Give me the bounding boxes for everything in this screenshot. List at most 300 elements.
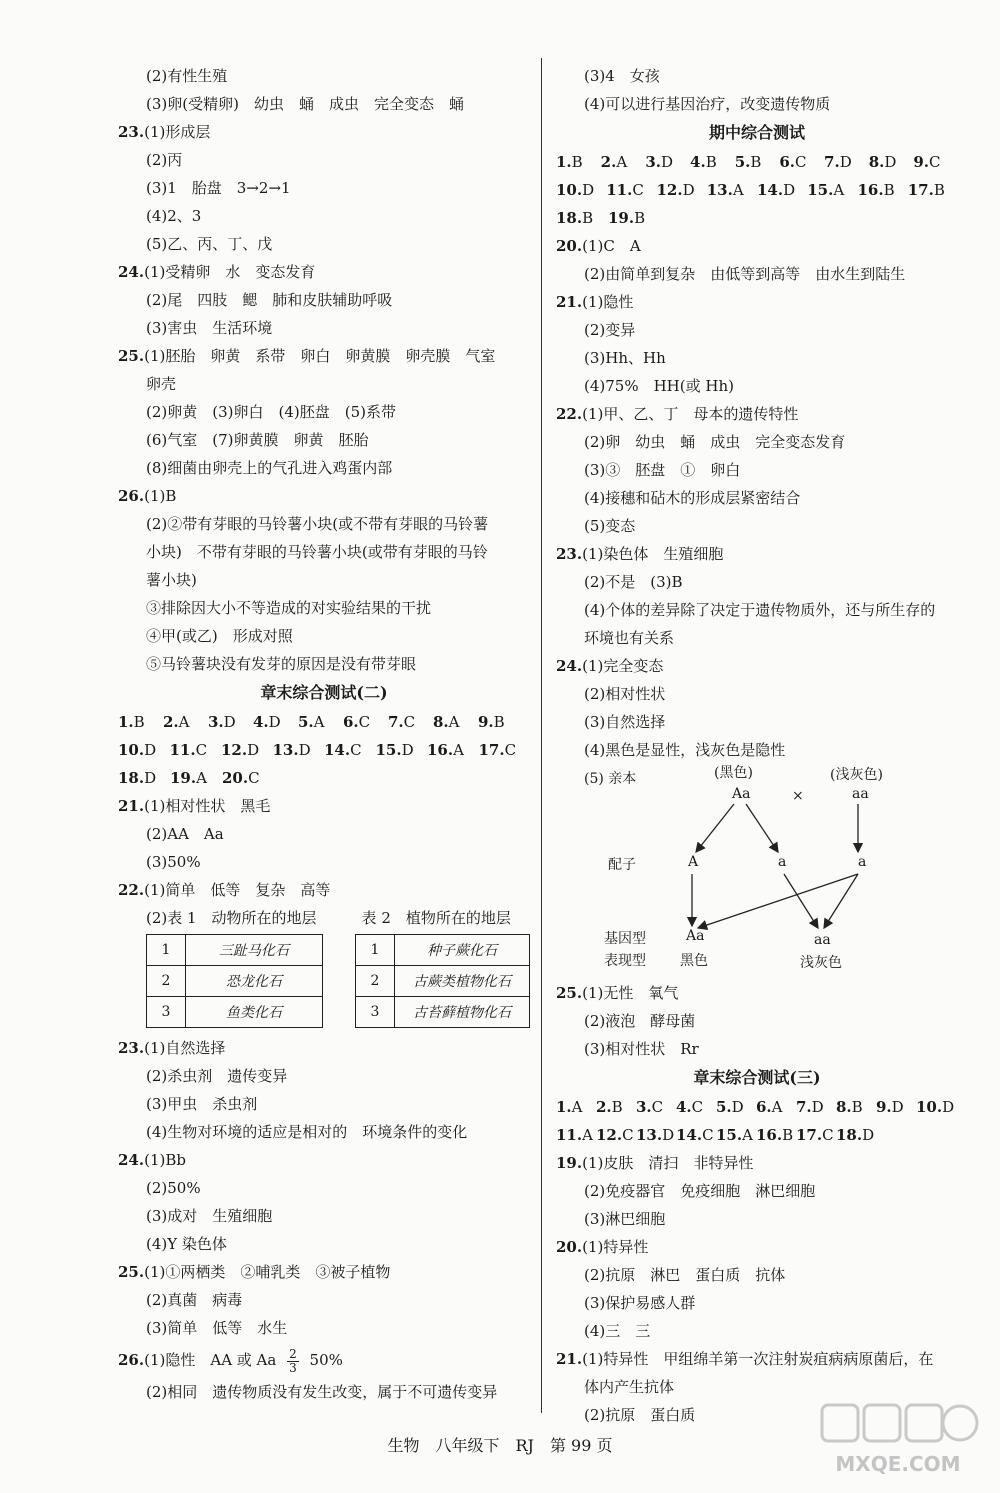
mc-answer (253, 708, 298, 736)
fossil-name: 古苔藓植物化石 (395, 997, 530, 1028)
mc-number: 12. (656, 181, 683, 199)
mc-letter: C (403, 713, 416, 731)
mc-number: 2. (163, 713, 179, 731)
mc-letter: D (731, 1098, 744, 1116)
mc-number: 16. (857, 181, 884, 199)
mc-number: 20. (222, 769, 249, 787)
gamete-a-1: a (778, 854, 787, 870)
answer-line (118, 174, 530, 202)
mc-letter: B (705, 153, 717, 171)
answer-text: (1)特异性 甲组绵羊第一次注射炭疽病病原菌后，在 (582, 1350, 934, 1368)
mc-number: 6. (779, 153, 796, 171)
mc-number: 19. (170, 769, 197, 787)
answer-text: (1)无性 氧气 (582, 984, 679, 1002)
answer-line (118, 90, 530, 118)
answers-block-ch2-b (118, 1034, 530, 1342)
answer-text: (4)Y 染色体 (146, 1235, 227, 1253)
mc-answer (343, 708, 388, 736)
mc-answer (222, 764, 274, 792)
mc-number: 4. (676, 1098, 692, 1116)
answer-line (118, 370, 530, 398)
answer-line (118, 1202, 530, 1230)
mc-number: 4. (253, 713, 269, 731)
question-number: 20. (556, 1238, 583, 1256)
mc-number: 3. (208, 713, 224, 731)
answer-text: (2)免疫器官 免疫细胞 淋巴细胞 (584, 1182, 816, 1200)
answer-line (118, 650, 530, 678)
mc-letter: C (632, 181, 644, 199)
answer-text: (2)AA Aa (146, 825, 224, 843)
question-number: 21. (118, 797, 145, 815)
answer-line (556, 624, 958, 652)
answer-text: (4)接穗和砧木的形成层紧密结合 (584, 489, 801, 507)
parent-1-genotype: Aa (732, 786, 751, 802)
mc-answer-row (556, 148, 958, 176)
mc-answer (707, 176, 757, 204)
answer-line (556, 568, 958, 596)
mc-answer (916, 1093, 956, 1121)
watermark-logo (814, 1401, 982, 1483)
mc-number: 2. (600, 153, 617, 171)
mc-number: 10. (556, 181, 583, 199)
answer-line (556, 979, 958, 1007)
mc-number: 15. (807, 181, 834, 199)
mc-answer-row (118, 736, 530, 764)
answer-line (118, 848, 530, 876)
answer-line (118, 1090, 530, 1118)
question-number: 22. (556, 405, 583, 423)
section-title-chapter-3: 章末综合测试(三) (693, 1068, 821, 1087)
mc-number: 17. (796, 1126, 823, 1144)
mc-letter: D (884, 153, 897, 171)
mc-letter: D (862, 1126, 875, 1144)
mc-letter: C (504, 741, 517, 759)
mc-answer (716, 1093, 756, 1121)
mc-answer (756, 1093, 796, 1121)
mc-number: 3. (636, 1098, 652, 1116)
answer-line (556, 1373, 958, 1401)
mc-letter: A (313, 713, 325, 731)
answer-line (118, 876, 530, 904)
mc-answers-midterm (556, 148, 958, 232)
answer-26 (118, 1342, 530, 1378)
answer-text: (1)皮肤 清扫 非特异性 (582, 1154, 754, 1172)
answer-line (556, 1205, 958, 1233)
answer-text: 卵壳 (146, 375, 177, 393)
answer-text: (1)形成层 (144, 123, 211, 141)
question-number: 26. (118, 487, 145, 505)
answer-text: (2)抗原 淋巴 蛋白质 抗体 (584, 1266, 786, 1284)
answer-line (556, 652, 958, 680)
answer-text: (4)生物对环境的适应是相对的 环境条件的变化 (146, 1123, 468, 1141)
mc-answer (645, 148, 690, 176)
mc-letter: D (144, 741, 157, 759)
question-number: 24. (556, 657, 583, 675)
answer-line (118, 342, 530, 370)
mc-letter: A (196, 769, 207, 787)
answer-line (118, 1258, 530, 1286)
answer-text: (1)相对性状 黑毛 (144, 797, 271, 815)
answer-line (556, 708, 958, 736)
left-column (118, 62, 530, 1406)
answer-text: (1)隐性 AA 或 Aa (144, 1351, 277, 1369)
mc-answer (606, 176, 656, 204)
answer-line (556, 90, 958, 118)
mc-answer (636, 1093, 676, 1121)
answer-line (118, 1230, 530, 1258)
answer-line (556, 428, 958, 456)
mc-answer (118, 736, 170, 764)
question-number: 20. (556, 237, 583, 255)
mc-number: 17. (907, 181, 934, 199)
mc-number: 7. (796, 1098, 812, 1116)
mc-number: 9. (478, 713, 494, 731)
mc-answer (735, 148, 780, 176)
answer-text: (1)完全变态 (582, 657, 664, 675)
mc-answer (636, 1121, 676, 1149)
answer-text: (4)黑色是显性，浅灰色是隐性 (584, 741, 786, 759)
parent-black-label: (黑色) (714, 765, 753, 781)
answer-line (556, 540, 958, 568)
mc-answer (163, 708, 208, 736)
answer-text: 小块) 不带有芽眼的马铃薯小块(或带有芽眼的马铃 (146, 543, 488, 561)
mc-number: 3. (645, 153, 662, 171)
fossil-name: 古蕨类植物化石 (395, 966, 530, 997)
table-animal-fossils (146, 934, 323, 1028)
mc-letter: B (611, 1098, 623, 1116)
mc-number: 14. (676, 1126, 703, 1144)
answer-text: 环境也有关系 (584, 629, 675, 647)
answer-line (556, 1007, 958, 1035)
mc-number: 9. (913, 153, 930, 171)
answer-text: 体内产生抗体 (584, 1378, 675, 1396)
mc-letter: B (133, 713, 145, 731)
mc-number: 4. (690, 153, 706, 171)
offspring-genotype-Aa: Aa (686, 928, 705, 944)
mc-answers-chapter-2 (118, 708, 530, 792)
answer-line (556, 372, 958, 400)
answer-text: (1)自然选择 (144, 1039, 226, 1057)
mc-number: 5. (716, 1098, 732, 1116)
answer-text: (3)50% (146, 853, 201, 871)
answer-text: (1)染色体 生殖细胞 (582, 545, 724, 563)
mc-number: 10. (916, 1098, 943, 1116)
answer-line (118, 286, 530, 314)
fraction-numerator: 2 (289, 1346, 297, 1361)
answer-text: (3)相对性状 Rr (584, 1040, 699, 1058)
answer-line (118, 454, 530, 482)
offspring-phenotype-gray: 浅灰色 (800, 955, 842, 971)
fossil-tables (118, 934, 530, 1028)
answer-text: (1)①两栖类 ②哺乳类 ③被子植物 (144, 1263, 391, 1281)
mc-answer (836, 1093, 876, 1121)
fossil-name: 鱼类化石 (186, 997, 323, 1028)
question-number: 25. (556, 984, 583, 1002)
answer-line (556, 1345, 958, 1373)
mc-letter: B (883, 181, 895, 199)
mc-number: 13. (706, 181, 733, 199)
answer-line (556, 512, 958, 540)
mc-number: 8. (836, 1098, 852, 1116)
offspring-genotype-aa: aa (814, 932, 831, 948)
answer-line (118, 1034, 530, 1062)
answer-text: (5)乙、丙、丁、戊 (146, 235, 273, 253)
table-row (356, 966, 530, 997)
answer-line (556, 260, 958, 288)
mc-answer (908, 176, 958, 204)
answer-text: (1)隐性 (582, 293, 634, 311)
answer-line (118, 792, 530, 820)
answer-text: (4)可以进行基因治疗，改变遗传物质 (584, 95, 831, 113)
gamete-a-2: a (858, 854, 867, 870)
answer-text: (4)2、3 (146, 207, 202, 225)
mc-letter: C (358, 713, 371, 731)
mc-letter: D (298, 741, 311, 759)
mc-answer (596, 1121, 636, 1149)
answer-line (118, 904, 530, 932)
mc-answer (298, 708, 343, 736)
answer-text: (3)成对 生殖细胞 (146, 1207, 273, 1225)
genetic-cross-diagram (556, 764, 958, 979)
table-row (147, 935, 323, 966)
answers-block-right-top (556, 62, 958, 118)
row-number: 1 (147, 935, 186, 966)
mc-answer (118, 708, 163, 736)
answer-text: (2)杀虫剂 遗传变异 (146, 1067, 288, 1085)
answer-line (556, 1177, 958, 1205)
answer-line (556, 1233, 958, 1261)
answer-line (556, 1035, 958, 1063)
mc-number: 1. (556, 1098, 572, 1116)
mc-answer (596, 1093, 636, 1121)
answer-line (118, 566, 530, 594)
mc-letter: C (691, 1098, 704, 1116)
row-number: 3 (147, 997, 186, 1028)
mc-letter: C (622, 1126, 634, 1144)
mc-answer (779, 148, 824, 176)
mc-letter: A (771, 1098, 783, 1116)
answer-text: (3)害虫 生活环境 (146, 319, 273, 337)
answer-text: (3)1 胎盘 3→2→1 (146, 179, 291, 197)
answer-text: (4)个体的差异除了决定于遗传物质外，还与所生存的 (584, 601, 936, 619)
question-number: 24. (118, 263, 145, 281)
row-number: 2 (147, 966, 186, 997)
mc-letter: A (616, 153, 628, 171)
answer-line (118, 1314, 530, 1342)
answer-text: (2)变异 (584, 321, 636, 339)
answer-line (118, 146, 530, 174)
mc-number: 7. (388, 713, 404, 731)
mc-letter: C (195, 741, 208, 759)
mc-letter: B (933, 181, 945, 199)
answer-text: (1)B (144, 487, 177, 505)
mc-letter: D (661, 153, 674, 171)
answer-line (556, 288, 958, 316)
mc-number: 9. (876, 1098, 892, 1116)
section-title-midterm: 期中综合测试 (708, 123, 805, 142)
answer-line (556, 1149, 958, 1177)
cross-sign: × (792, 788, 804, 804)
mc-letter: D (401, 741, 414, 759)
answer-line (556, 62, 958, 90)
mc-answer (796, 1121, 836, 1149)
mc-number: 2. (596, 1098, 612, 1116)
watermark-text: MXQE.COM (835, 1452, 961, 1476)
answer-line (556, 344, 958, 372)
table-row (147, 966, 323, 997)
mc-letter: A (582, 1126, 593, 1144)
answer-text: (1)简单 低等 复杂 高等 (144, 881, 331, 899)
section-title-chapter-2: 章末综合测试(二) (260, 683, 388, 702)
mc-number: 8. (868, 153, 885, 171)
mc-letter: B (493, 713, 505, 731)
answer-text: (2)丙 (146, 151, 183, 169)
question-number: 25. (118, 1263, 145, 1281)
mc-answer-row (118, 764, 530, 792)
mc-number: 11. (606, 181, 633, 199)
mc-answer-row (556, 1093, 958, 1121)
mc-number: 6. (343, 713, 359, 731)
mc-answer (208, 708, 253, 736)
answer-text: ④甲(或乙) 形成对照 (146, 627, 293, 645)
mc-answer (427, 736, 479, 764)
mc-number: 13. (272, 741, 299, 759)
mc-letter: D (144, 769, 157, 787)
mc-number: 8. (433, 713, 449, 731)
answer-line (118, 426, 530, 454)
answer-line (118, 1062, 530, 1090)
mc-answer (556, 1093, 596, 1121)
mc-answer (556, 176, 606, 204)
answer-line (556, 680, 958, 708)
cross-q5-label: (5) 亲本 (584, 771, 637, 787)
answer-line (118, 202, 530, 230)
mc-answer (556, 204, 608, 232)
mc-answer (221, 736, 273, 764)
answer-text: (1)胚胎 卵黄 系带 卵白 卵黄膜 卵壳膜 气室 (144, 347, 496, 365)
answer-text: (2)50% (146, 1179, 201, 1197)
answer-text: ③排除因大小不等造成的对实验结果的干扰 (146, 599, 432, 617)
fossil-name: 三趾马化石 (186, 935, 323, 966)
row-number: 1 (356, 935, 395, 966)
mc-letter: D (223, 713, 236, 731)
mc-number: 18. (556, 209, 583, 227)
mc-answer (376, 736, 428, 764)
fossil-name: 种子蕨化石 (395, 935, 530, 966)
answer-text: (3)Hh、Hh (584, 349, 666, 367)
mc-answer (601, 148, 646, 176)
table-row (147, 997, 323, 1028)
fraction (287, 1348, 299, 1375)
mc-number: 16. (427, 741, 454, 759)
mc-answer (756, 1121, 796, 1149)
mc-letter: C (248, 769, 260, 787)
question-number: 23. (118, 123, 145, 141)
mc-answer (836, 1121, 876, 1149)
mc-answer-row (118, 708, 530, 736)
question-number: 26. (118, 1351, 145, 1369)
mc-letter: D (582, 181, 595, 199)
mc-number: 14. (324, 741, 351, 759)
mc-letter: D (942, 1098, 955, 1116)
answer-text: (1)C A (582, 237, 641, 255)
answer-text: (2)表 1 动物所在的地层 表 2 植物所在的地层 (146, 909, 511, 927)
answer-text: (2)卵黄 (3)卵白 (4)胚盘 (5)系带 (146, 403, 396, 421)
mc-answer (388, 708, 433, 736)
mc-letter: B (750, 153, 762, 171)
question-number: 25. (118, 347, 145, 365)
mc-letter: A (178, 713, 190, 731)
fossil-name: 恐龙化石 (186, 966, 323, 997)
mc-answer (608, 204, 660, 232)
answer-text: (3)自然选择 (584, 713, 666, 731)
answer-line (118, 1286, 530, 1314)
mc-answer (273, 736, 325, 764)
mc-answer (118, 764, 170, 792)
mc-answer (676, 1121, 716, 1149)
mc-letter: D (839, 153, 852, 171)
mc-letter: A (742, 1126, 753, 1144)
mc-answer (556, 148, 601, 176)
mc-letter: D (783, 181, 796, 199)
mc-answer (556, 1121, 596, 1149)
mc-letter: D (811, 1098, 824, 1116)
mc-answer (478, 708, 523, 736)
mc-number: 16. (756, 1126, 783, 1144)
mc-number: 5. (734, 153, 751, 171)
answer-line (556, 736, 958, 764)
mc-letter: C (350, 741, 362, 759)
answer-line (556, 232, 958, 260)
table-plant-fossils (355, 934, 530, 1028)
phenotype-label: 表现型 (604, 953, 646, 969)
mc-answer (913, 148, 958, 176)
answer-text: (2)液泡 酵母菌 (584, 1012, 696, 1030)
answer-line (118, 230, 530, 258)
mc-answer (433, 708, 478, 736)
answer-text: (3)简单 低等 水生 (146, 1319, 288, 1337)
answers-block-midterm-a (556, 232, 958, 764)
mc-letter: D (247, 741, 260, 759)
answer-text: (2)②带有芽眼的马铃薯小块(或不带有芽眼的马铃薯 (146, 515, 489, 533)
mc-number: 18. (836, 1126, 863, 1144)
answer-line (118, 398, 530, 426)
answer-line (118, 118, 530, 146)
answer-text: (1)受精卵 水 变态发育 (144, 263, 316, 281)
answer-text: (4)75% HH(或 Hh) (584, 377, 734, 395)
mc-letter: C (795, 153, 807, 171)
answer-text: (8)细菌由卵壳上的气孔进入鸡蛋内部 (146, 459, 393, 477)
answer-line (118, 482, 530, 510)
answer-26-2: (2)相同 遗传物质没有发生改变，属于不可遗传变异 (146, 1383, 498, 1401)
answer-text: (1)Bb (144, 1151, 186, 1169)
answers-block-ch3-a (556, 1149, 958, 1429)
answer-text: (3)保护易感人群 (584, 1294, 696, 1312)
mc-number: 1. (118, 713, 134, 731)
answer-text: 50% (309, 1351, 343, 1369)
mc-letter: D (682, 181, 695, 199)
mc-answer-row (556, 1121, 958, 1149)
mc-letter: C (651, 1098, 664, 1116)
mc-answer (858, 176, 908, 204)
gamete-A: A (688, 854, 699, 870)
answer-line (556, 484, 958, 512)
row-number: 3 (356, 997, 395, 1028)
question-number: 24. (118, 1151, 145, 1169)
mc-number: 12. (596, 1126, 623, 1144)
mc-answer (170, 764, 222, 792)
answer-text: (2)不是 (3)B (584, 573, 683, 591)
